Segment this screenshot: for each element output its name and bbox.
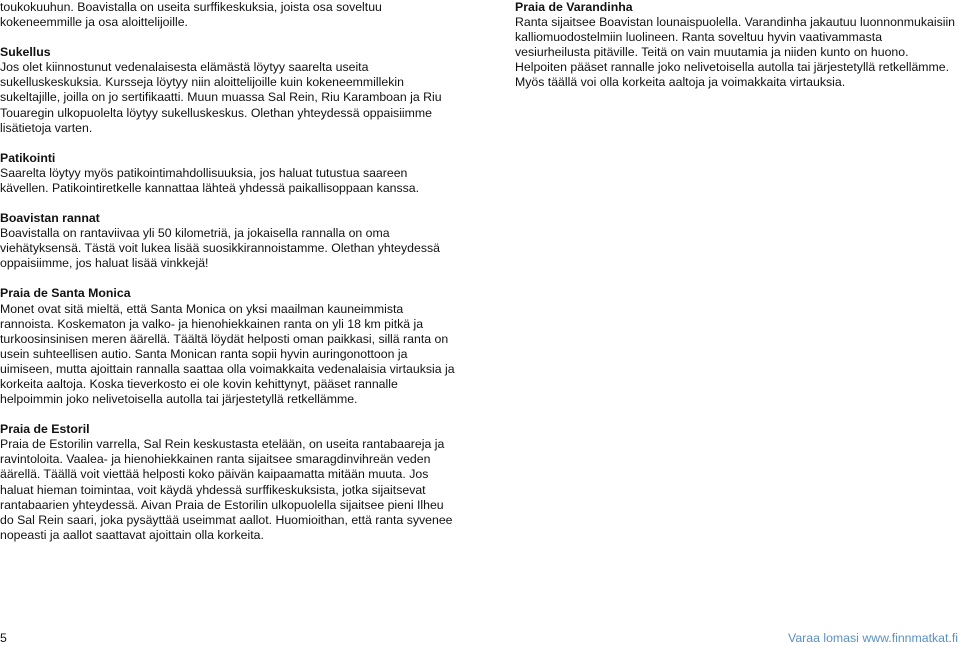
section-sukellus (0, 45, 458, 136)
section-santa-monica (0, 286, 458, 407)
section-body: Boavistalla on rantaviivaa yli 50 kilometriä, ja jokaisella rannalla on oma viehätyksensä. Tästä voit lukea lisää suosikkirannoistamme. Olethan yhteydessä oppaisiimme, jos haluat lisää vinkkejä! (0, 226, 440, 271)
section-body: Jos olet kiinnostunut vedenalaisesta elämästä löytyy saarelta useita sukelluskeskuksia. Kursseja löytyy niin aloittelijoille kuin kokeneemmillekin sukeltajille, joilla on jo sertifikaatti. Muun muassa Sal Rein, Riu Karamboan ja Riu Touaregin ulkopuolelta löytyy sukelluskeskus. Olethan yhteydessä oppaisiimme lisätietoja varten. (0, 60, 442, 135)
section-title: Patikointi (0, 150, 56, 165)
section-title: Praia de Varandinha (515, 0, 633, 14)
section-estoril (0, 422, 458, 543)
section-patikointi (0, 151, 458, 196)
section-body: Ranta sijaitsee Boavistan lounaispuolella. Varandinha jakautuu luonnonmukaisiin kalliomuodostelmiin luolineen. Ranta soveltuu hyvin vaativammasta vesiurheilusta pitäville. Teitä on vain muutamia ja niiden kunto on huono. Helpoiten pääset rannalle joko nelivetoisella autolla tai järjestetyllä retkellämme. Myös täällä voi olla korkeita aaltoja ja voimakkaita virtauksia. (515, 15, 956, 90)
section-title: Boavistan rannat (0, 211, 100, 226)
right-column (515, 0, 960, 91)
section-boavistan-rannat (0, 211, 458, 271)
page-number: 5 (0, 631, 7, 645)
section-varandinha (515, 0, 960, 91)
booking-link[interactable]: Varaa lomasi www.finnmatkat.fi (788, 631, 958, 645)
left-column (0, 0, 458, 543)
intro-paragraph: toukokuuhun. Boavistalla on useita surffikeskuksia, joista osa soveltuu kokeneemmille ja osa aloittelijoille. (0, 0, 382, 30)
section-title: Praia de Estoril (0, 422, 90, 437)
section-title: Sukellus (0, 45, 51, 60)
section-body: Praia de Estorilin varrella, Sal Rein keskustasta etelään, on useita rantabaareja ja ravintoloita. Vaalea- ja hienohiekkainen ranta sijaitsee smaragdinvihreän veden äärellä. Täällä voit viettää helposti koko päivän kaipaamatta mitään muuta. Jos haluat hieman toimintaa, voit käydä yhdessä surffikeskuksista, jotka sijaitsevat rantabaarien yhteydessä. Aivan Praia de Estorilin ulkopuolella sijaitsee pieni Ilheu do Sal Rein saari, joka pysäyttää useimmat aallot. Huomioithan, että ranta syvenee nopeasti ja aallot saattavat ajoittain olla korkeita. (0, 437, 453, 542)
section-body: Monet ovat sitä mieltä, että Santa Monica on yksi maailman kauneimmista rannoista. Koskematon ja valko- ja hienohiekkainen ranta on yli 18 km pitkä ja turkoosinsinisen meren äärellä. Täältä löydät helposti oman paikkasi, sillä ranta on usein suhteellisen autio. Santa Monican ranta sopii hyvin auringonottoon ja uimiseen, mutta ajoittain rannalla saattaa olla voimakkaita vedenalaisia virtauksia ja korkeita aaltoja. Koska tieverkosto ei ole kovin kehittynyt, pääset rannalle helpoimmin joko nelivetoisella autolla tai järjestetyllä retkellämme. (0, 301, 455, 407)
section-body: Saarelta löytyy myös patikointimahdollisuuksia, jos haluat tutustua saareen kävellen. Patikointiretkelle kannattaa lähteä yhdessä paikallisoppaan kanssa. (0, 165, 420, 195)
section-title: Praia de Santa Monica (0, 286, 131, 301)
